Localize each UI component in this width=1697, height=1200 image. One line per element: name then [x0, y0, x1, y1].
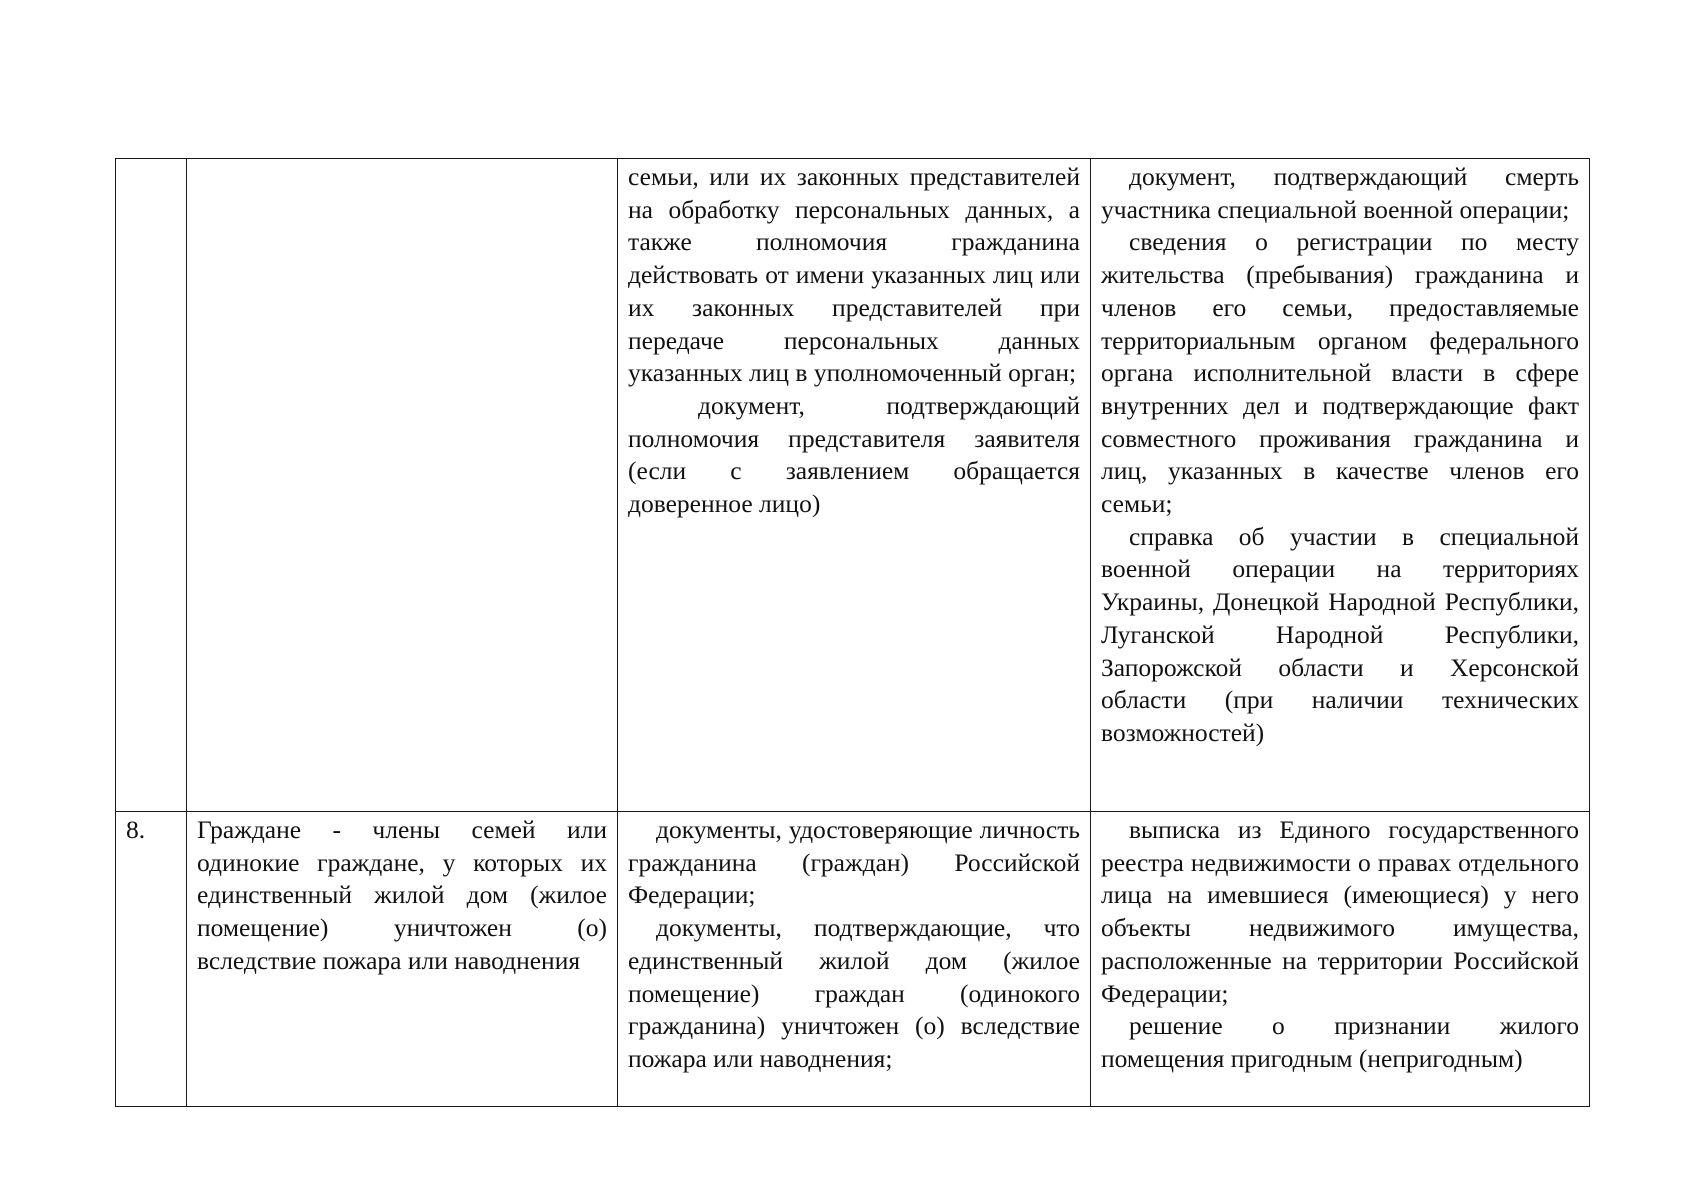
documents-paragraph: документ, подтверждающий полномочия представителя заявителя (если с заявлением обращается доверенное лицо)	[628, 390, 1080, 519]
category-text: Граждане - члены семей или одинокие граждане, у которых их единственный жилой дом (жилое помещение) уничтожен (о) вследствие пожара или наводнения	[197, 815, 607, 975]
requests-paragraph: документ, подтверждающий смерть участника специальной военной операции;	[1101, 162, 1579, 224]
document-table	[115, 158, 1590, 1107]
documents-paragraph: документы, подтверждающие, что единственный жилой дом (жилое помещение) граждан (одинокого гражданина) уничтожен (о) вследствие пожара или наводнения;	[628, 913, 1080, 1073]
requests-paragraph: справка об участии в специальной военной операции на территориях Украины, Донецкой Народной Республики, Луганской Народной Республики, Запорожской области и Херсонской области (при наличии технических возможностей)	[1101, 521, 1579, 747]
documents-cell	[618, 812, 1091, 1107]
documents-paragraph: семьи, или их законных представителей на обработку персональных данных, а также полномочия гражданина действовать от имени указанных лиц или их законных представителей при передаче персональных данных указанных лиц в уполномоченный орган;	[628, 162, 1080, 388]
documents-cell	[618, 159, 1091, 812]
requests-paragraph: решение о признании жилого помещения пригодным (непригодным)	[1101, 1011, 1579, 1073]
category-cell	[187, 812, 618, 1107]
requests-paragraph: выписка из Единого государственного реестра недвижимости о правах отдельного лица на имевшиеся (имеющиеся) у него объекты недвижимого имущества, расположенные на территории Российской Федерации;	[1101, 815, 1579, 1008]
documents-paragraph: документы, удостоверяющие личность гражданина (граждан) Российской Федерации;	[628, 815, 1080, 910]
row-number: 8.	[126, 815, 146, 844]
row-number-cell	[116, 159, 187, 812]
requests-cell	[1091, 159, 1590, 812]
category-cell	[187, 159, 618, 812]
table-row	[116, 159, 1590, 812]
row-number-cell	[116, 812, 187, 1107]
requests-cell	[1091, 812, 1590, 1107]
table-row	[116, 812, 1590, 1107]
requests-paragraph: сведения о регистрации по месту жительства (пребывания) гражданина и членов его семьи, предоставляемые территориальным органом федерального органа исполнительной власти в сфере внутренних дел и подтверждающие факт совместного проживания гражданина и лиц, указанных в качестве членов его семьи;	[1101, 227, 1579, 519]
